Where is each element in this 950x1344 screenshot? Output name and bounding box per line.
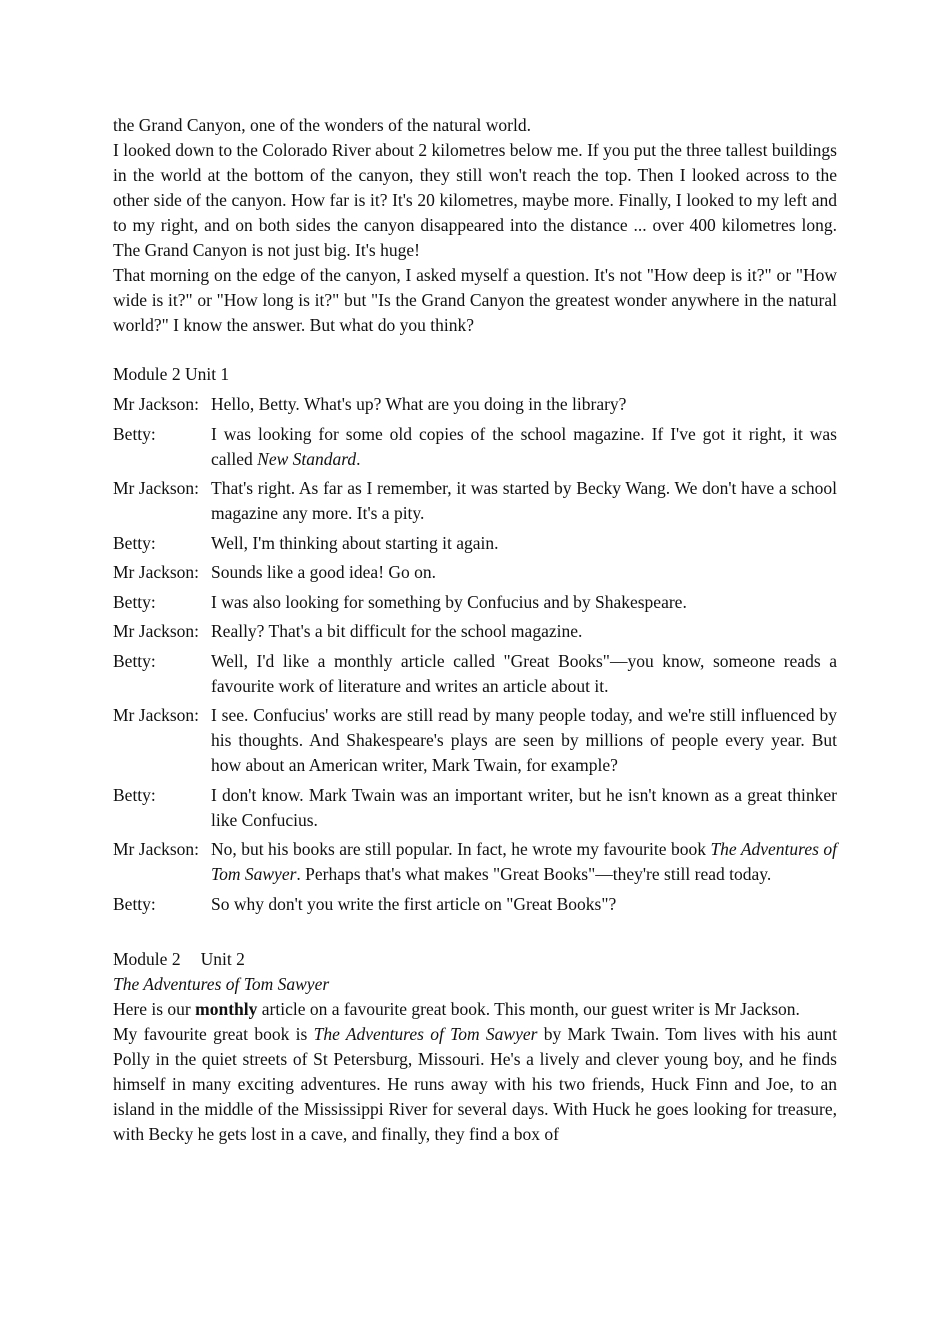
unit2-paragraph: Here is our monthly article on a favourite great book. This month, our guest writer is Mr Jackson. — [113, 999, 800, 1019]
dialogue-line — [113, 531, 837, 556]
unit2-paragraph: My favourite great book is The Adventures of Tom Sawyer by Mark Twain. Tom lives with his aunt Polly in the quiet streets of St Petersburg, Missouri. He's a lively and clever young boy, and he finds himself in many exciting adventures. He runs away with his two friends, Huck Finn and Joe, to an island in the middle of the Mississippi River for several days. With Huck he goes looking for treasure, with Becky he gets lost in a cave, and finally, they find a box of — [113, 1024, 837, 1144]
intro-paragraph: I looked down to the Colorado River about 2 kilometres below me. If you put the three tallest buildings in the world at the bottom of the canyon, they still won't reach the top. Then I looked across to the other side of the canyon. How far is it? It's 20 kilometres, maybe more. Finally, I looked to my left and to my right, and on both sides the canyon disappeared into the distance ... over 400 kilometres long. The Grand Canyon is not just big. It's huge! — [113, 140, 837, 260]
dialogue-speaker: Betty: — [113, 650, 156, 671]
dialogue-line — [113, 619, 837, 644]
dialogue-line — [113, 892, 837, 917]
dialogue-speaker: Betty: — [113, 893, 156, 914]
dialogue-text: I don't know. Mark Twain was an important writer, but he isn't known as a great thinker like Confucius. — [211, 784, 837, 830]
dialogue-text: Well, I'm thinking about starting it again. — [211, 532, 499, 553]
magazine-title: New Standard — [257, 448, 357, 469]
dialogue-speaker: Mr Jackson: — [113, 394, 200, 414]
dialogue-speaker: Betty: — [113, 784, 156, 805]
dialogue-speaker: Mr Jackson: — [113, 621, 200, 641]
dialogue-text: No, but his books are still popular. In fact, he wrote my favourite book The Adventures of Tom Sawyer. Perhaps that's what makes "Great Books"—they're still read today. — [211, 839, 837, 884]
document-page — [113, 113, 837, 1147]
dialogue-line — [113, 560, 837, 585]
dialogue-text: I was also looking for something by Confucius and by Shakespeare. — [211, 591, 687, 612]
dialogue-text: So why don't you write the first article on "Great Books"? — [211, 893, 617, 914]
dialogue-line — [113, 703, 837, 778]
dialogue-speaker: Mr Jackson: — [113, 562, 200, 582]
dialogue-text: Hello, Betty. What's up? What are you doing in the library? — [211, 394, 627, 414]
dialogue-line — [113, 422, 837, 472]
dialogue-line — [113, 476, 837, 526]
dialogue-text: That's right. As far as I remember, it was started by Becky Wang. We don't have a school magazine any more. It's a pity. — [211, 478, 837, 523]
dialogue-text: I was looking for some old copies of the school magazine. If I've got it right, it was called New Standard. — [211, 423, 837, 469]
dialogue-speaker: Mr Jackson: — [113, 478, 200, 498]
dialogue-line — [113, 590, 837, 615]
dialogue-text: Well, I'd like a monthly article called "Great Books"—you know, someone reads a favourite work of literature and writes an article about it. — [211, 650, 837, 696]
dialogue-line — [113, 649, 837, 699]
intro-paragraph: That morning on the edge of the canyon, I asked myself a question. It's not "How deep is it?" or "How wide is it?" or "How long is it?" but "Is the Grand Canyon the greatest wonder anywhere in the natural world?" I know the answer. But what do you think? — [113, 265, 837, 335]
dialogue-text: I see. Confucius' works are still read by many people today, and we're still influenced by his thoughts. And Shakespeare's plays are seen by millions of people every year. But how about an American writer, Mark Twain, for example? — [211, 705, 837, 775]
dialogue-text: Sounds like a good idea! Go on. — [211, 562, 437, 582]
book-title: The Adventures of Tom Sawyer — [211, 839, 837, 884]
unit2-heading: Module 2 Unit 2 — [113, 949, 245, 969]
unit1-heading: Module 2 Unit 1 — [113, 364, 230, 384]
dialogue-line — [113, 783, 837, 833]
unit1-dialogue — [113, 392, 837, 917]
dialogue-speaker: Betty: — [113, 532, 156, 553]
dialogue-speaker: Mr Jackson: — [113, 705, 200, 725]
intro-paragraph: the Grand Canyon, one of the wonders of the natural world. — [113, 115, 531, 135]
dialogue-text: Really? That's a bit difficult for the school magazine. — [211, 621, 583, 641]
dialogue-speaker: Mr Jackson: — [113, 839, 200, 859]
dialogue-line — [113, 392, 837, 417]
dialogue-speaker: Betty: — [113, 591, 156, 612]
dialogue-speaker: Betty: — [113, 423, 156, 444]
dialogue-line — [113, 837, 837, 887]
unit2-title: The Adventures of Tom Sawyer — [113, 974, 330, 994]
